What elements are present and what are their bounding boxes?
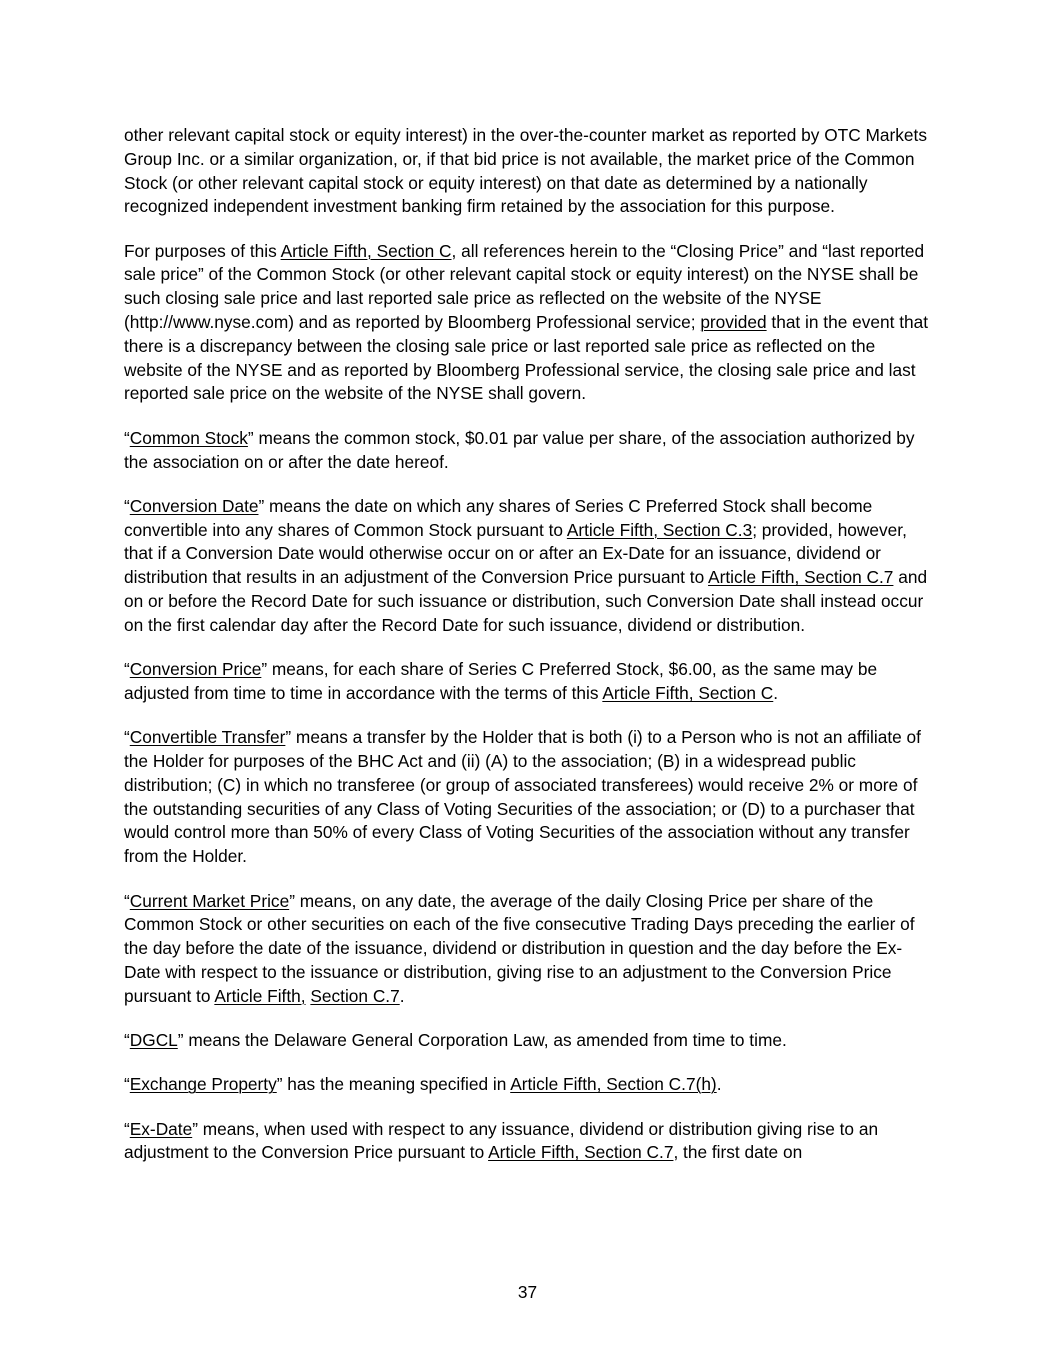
text-segment: “ (124, 659, 130, 680)
cross-reference-underlined: Article Fifth, Section C.7(h) (510, 1074, 717, 1095)
cross-reference-underlined: Convertible Transfer (129, 727, 286, 748)
text-segment: ” has the meaning specified in (276, 1074, 511, 1095)
text-segment: “ (124, 890, 130, 911)
text-segment: For purposes of this (124, 240, 281, 261)
definition-conversion-date (124, 495, 936, 638)
text-segment: ” means the Delaware General Corporation Law, as amended from time to time. (177, 1030, 787, 1050)
text-segment: “ (124, 1118, 130, 1139)
cross-reference-underlined: Ex-Date (129, 1118, 193, 1139)
paragraph-closing-price-purposes (124, 240, 936, 407)
text-segment: ” means, on any date, the average of the daily Closing Price per share of the Common Stock or other securities on each of the five consecutive Trading Days preceding the earlier of the day before the date of the issuance, dividend or distribution in question and the day before the Ex-Date with respect to the issuance or distribution, giving rise to an adjustment to the Conversion Price pursuant to (124, 890, 915, 1006)
cross-reference-underlined: Article Fifth, Section C.7 (488, 1142, 674, 1163)
text-segment: . (716, 1074, 722, 1095)
cross-reference-underlined: Conversion Price (129, 659, 262, 680)
cross-reference-underlined: Common Stock (129, 427, 248, 448)
text-segment: “ (124, 495, 130, 516)
cross-reference-underlined: Exchange Property (129, 1074, 277, 1095)
text-segment: ” means, when used with respect to any issuance, dividend or distribution giving rise to an adjustment to the Conversion Price pursuant to (124, 1118, 879, 1163)
cross-reference-underlined: Conversion Date (129, 495, 259, 516)
definition-common-stock (124, 427, 936, 475)
document-body (124, 124, 936, 1186)
cross-reference-underlined: Article Fifth, Section C.3 (566, 519, 753, 540)
definition-current-market-price (124, 890, 936, 1009)
cross-reference-underlined: Article Fifth, Section C.7 (708, 567, 894, 588)
definition-ex-date (124, 1118, 936, 1166)
cross-reference-underlined: provided (700, 312, 767, 333)
definition-exchange-property (124, 1073, 936, 1097)
paragraph-otc-market-price (124, 124, 936, 219)
text-segment: “ (124, 1074, 130, 1095)
text-segment: ” means a transfer by the Holder that is both (i) to a Person who is not an affiliate of the Holder for purposes of the BHC Act and (ii) (A) to the association; (B) in a widespread public distribution; (C) in which no transferee (or group of associated transferees) would receive 2% or more of the outstanding securities of any Class of Voting Securities of the association; or (D) to a purchaser that would control more than 50% of every Class of Voting Securities of the association without any transfer from the Holder. (124, 727, 921, 867)
text-segment: that in the event that there is a discrepancy between the closing sale price or last reported sale price as reflected on the website of the NYSE and as reported by Bloomberg Professional service, the closing sale price and last reported sale price on the website of the NYSE shall govern. (124, 312, 929, 404)
definition-dgcl (124, 1029, 936, 1053)
definition-conversion-price (124, 658, 936, 706)
text-segment: ” means the common stock, $0.01 par value per share, of the association authorized by the association on or after the date hereof. (124, 427, 915, 472)
cross-reference-underlined: Article Fifth, Section C (280, 240, 452, 261)
text-segment: , the first date on (673, 1142, 803, 1163)
text-segment: . (773, 682, 779, 703)
definition-convertible-transfer (124, 726, 936, 869)
page-number: 37 (517, 1282, 538, 1302)
cross-reference-underlined: Article Fifth, (214, 985, 306, 1006)
text-segment: “ (124, 727, 130, 748)
cross-reference-underlined: Article Fifth, Section C (602, 682, 774, 703)
text-segment: ” means, for each share of Series C Preferred Stock, $6.00, as the same may be adjusted from time to time in accordance with the terms of this (124, 659, 878, 703)
cross-reference-underlined: Current Market Price (129, 890, 290, 911)
text-segment: ; provided, however, that if a Conversion Date would otherwise occur on or after an Ex-Date for an issuance, dividend or distribution that results in an adjustment of the Conversion Price pursuant to (124, 519, 907, 588)
text-segment: , all references herein to the “Closing Price” and “last reported sale price” of the Common Stock (or other relevant capital stock or equity interest) on the NYSE shall be such closing sale price and last reported sale price as reflected on the website of the NYSE (http://www.nyse.com) and as reported by Bloomberg Professional service; (124, 240, 925, 333)
cross-reference-underlined: DGCL (129, 1030, 178, 1050)
cross-reference-underlined: Section C.7 (310, 985, 400, 1006)
text-segment: “ (124, 427, 130, 448)
text-segment: . (399, 985, 405, 1006)
text-segment: ” means the date on which any shares of Series C Preferred Stock shall become convertible into any shares of Common Stock pursuant to (124, 495, 873, 540)
text-segment: other relevant capital stock or equity interest) in the over-the-counter market as reported by OTC Markets Group Inc. or a similar organization, or, if that bid price is not available, the market price of the Common Stock (or other relevant capital stock or equity interest) on that date as determined by a nationally recognized independent investment banking firm retained by the association for this purpose. (124, 125, 927, 217)
text-segment: “ (124, 1030, 130, 1050)
text-segment: and on or before the Record Date for such issuance or distribution, such Conversion Date shall instead occur on the first calendar day after the Record Date for such issuance, dividend or distribution. (124, 567, 928, 635)
